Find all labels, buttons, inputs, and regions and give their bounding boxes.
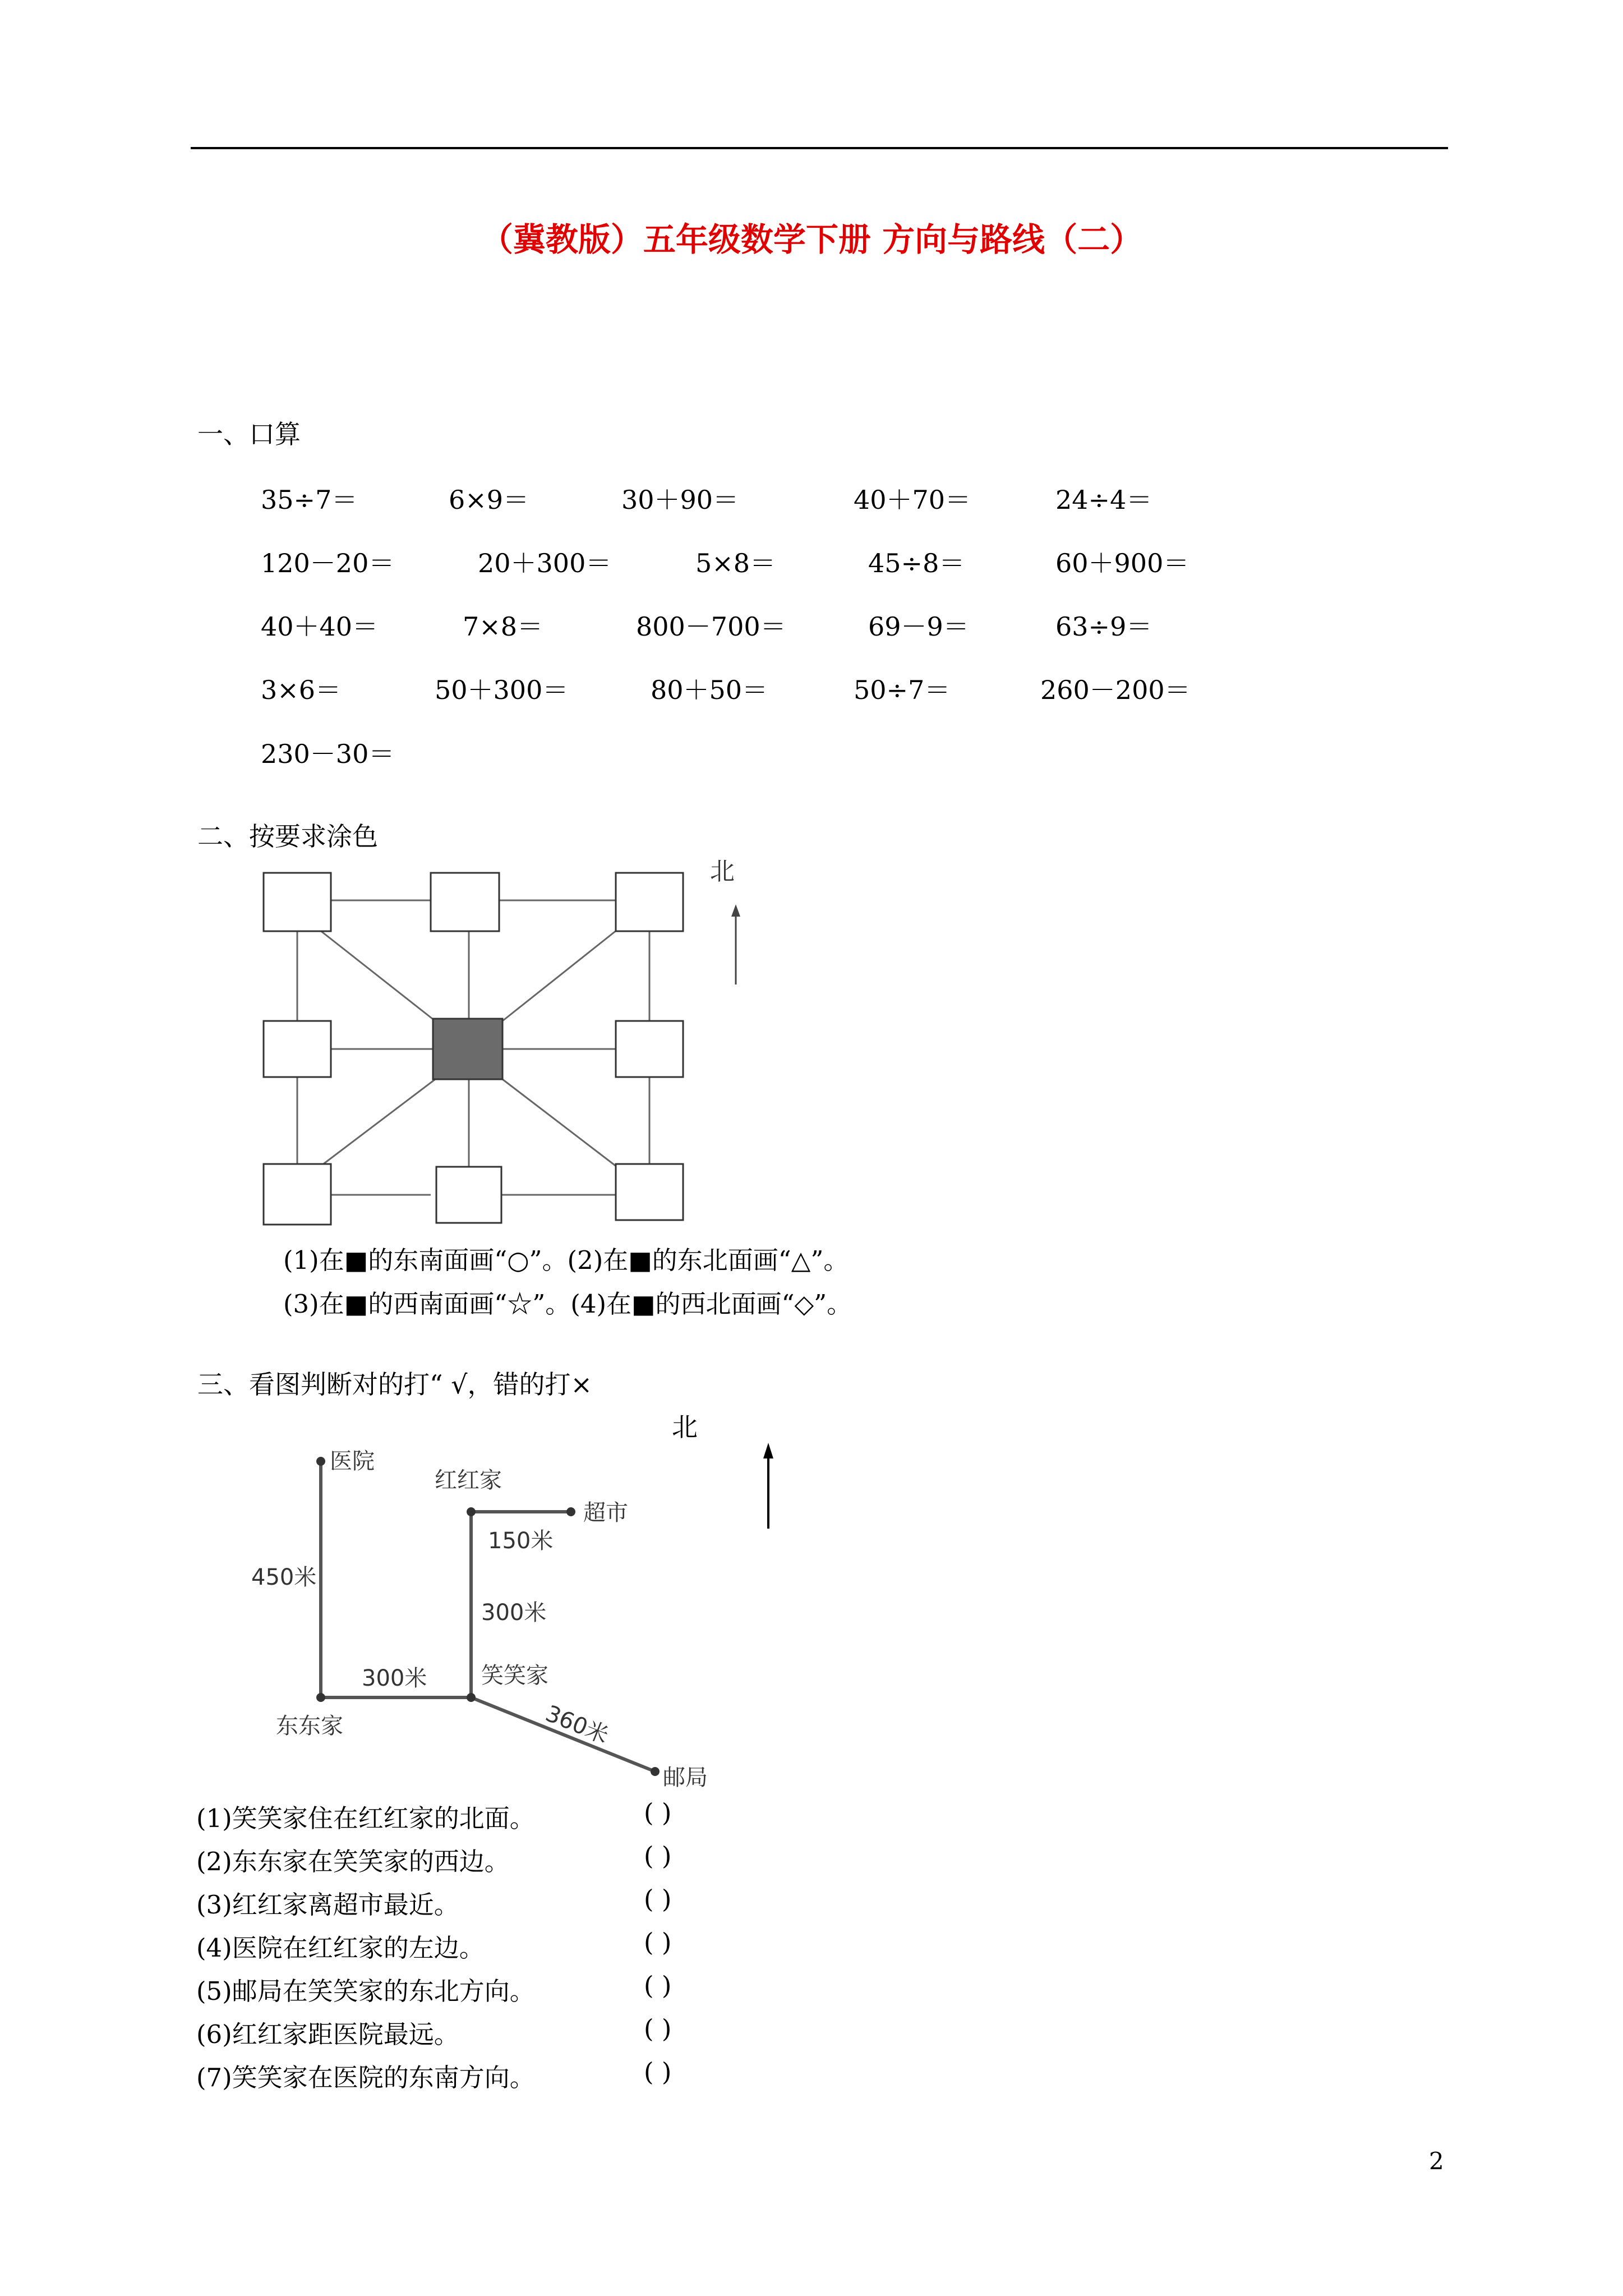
- supermarket-dot: [566, 1507, 575, 1516]
- calc-item: 260－200＝: [1040, 675, 1191, 705]
- dongdong-dot: [316, 1693, 325, 1702]
- place-label: 超市: [583, 1500, 628, 1526]
- statement: (7)笑笑家在医院的东南方向。: [196, 2063, 535, 2092]
- distance-label: 300米: [481, 1600, 547, 1626]
- answer-blank[interactable]: ( ): [644, 1884, 672, 1914]
- calc-item: 120－20＝: [261, 548, 395, 578]
- statement: (4)医院在红红家的左边。: [196, 1933, 485, 1963]
- box-southeast: [616, 1164, 683, 1220]
- calc-item: 60＋900＝: [1055, 548, 1189, 578]
- statement: (3)红红家离超市最近。: [196, 1890, 459, 1920]
- distance-label: 360米: [542, 1700, 612, 1749]
- center-box: [433, 1019, 502, 1079]
- statement: (1)笑笑家住在红红家的北面。: [196, 1803, 535, 1833]
- place-label: 东东家: [276, 1713, 343, 1739]
- calc-item: 63÷9＝: [1055, 611, 1152, 642]
- page-title: （冀教版）五年级数学下册 方向与路线（二）: [480, 220, 1143, 259]
- calc-item: 45÷8＝: [868, 548, 965, 578]
- calc-item: 3×6＝: [261, 675, 342, 705]
- section1-heading: 一、口算: [197, 419, 301, 449]
- post-office-dot: [651, 1767, 660, 1776]
- answer-blank[interactable]: ( ): [644, 1927, 672, 1957]
- calc-item: 5×8＝: [695, 548, 776, 578]
- place-label: 邮局: [663, 1765, 708, 1791]
- place-label: 红红家: [435, 1467, 502, 1493]
- place-label: 笑笑家: [481, 1663, 548, 1688]
- calc-item: 7×8＝: [463, 611, 543, 642]
- calc-item: 6×9＝: [449, 485, 529, 515]
- instruction-line: (1)在■的东南面画“○”。(2)在■的东北面画“△”。: [283, 1245, 849, 1275]
- section3-heading: 三、看图判断对的打“ √，错的打×: [197, 1369, 592, 1400]
- north-label: 北: [710, 857, 735, 886]
- place-label: 医院: [330, 1448, 375, 1474]
- calc-item: 50＋300＝: [435, 675, 569, 705]
- north-label: 北: [672, 1412, 698, 1442]
- calc-item: 230－30＝: [261, 739, 395, 769]
- statement: (5)邮局在笑笑家的东北方向。: [196, 1976, 535, 2006]
- calc-item: 40＋40＝: [261, 611, 379, 642]
- calc-item: 40＋70＝: [854, 485, 971, 515]
- box-south: [436, 1167, 501, 1223]
- answer-blank[interactable]: ( ): [644, 1798, 672, 1828]
- section2-heading: 二、按要求涂色: [197, 821, 378, 852]
- answer-blank[interactable]: ( ): [644, 2014, 672, 2044]
- honghong-dot: [467, 1507, 476, 1516]
- calc-item: 30＋90＝: [621, 485, 739, 515]
- calc-item: 69－9＝: [868, 611, 969, 642]
- page-number: 2: [1429, 2147, 1444, 2175]
- box-west: [264, 1021, 331, 1077]
- header-rule: [191, 147, 1448, 149]
- instruction-line: (3)在■的西南面画“☆”。(4)在■的西北面画“◇”。: [283, 1289, 852, 1319]
- statement: (2)东东家在笑笑家的西边。: [196, 1847, 510, 1876]
- answer-blank[interactable]: ( ): [644, 2057, 672, 2087]
- calc-item: 20＋300＝: [478, 548, 612, 578]
- box-east: [616, 1021, 683, 1077]
- hospital-dot: [316, 1457, 325, 1466]
- distance-label: 300米: [362, 1665, 427, 1691]
- calc-item: 35÷7＝: [261, 485, 358, 515]
- box-northeast: [616, 873, 683, 931]
- direction-diagram: [247, 853, 763, 1234]
- box-north: [431, 873, 499, 931]
- route-map: [241, 1436, 768, 1801]
- calc-item: 80＋50＝: [651, 675, 768, 705]
- xiaoxiao-dot: [467, 1693, 476, 1702]
- calc-item: 50÷7＝: [854, 675, 951, 705]
- calc-item: 800－700＝: [636, 611, 786, 642]
- distance-label: 150米: [488, 1528, 554, 1554]
- box-southwest: [264, 1164, 331, 1225]
- calc-item: 24÷4＝: [1055, 485, 1152, 515]
- answer-blank[interactable]: ( ): [644, 1971, 672, 2000]
- statement: (6)红红家距医院最远。: [196, 2019, 459, 2049]
- answer-blank[interactable]: ( ): [644, 1841, 672, 1871]
- distance-label: 450米: [251, 1565, 317, 1590]
- box-northwest: [264, 873, 331, 931]
